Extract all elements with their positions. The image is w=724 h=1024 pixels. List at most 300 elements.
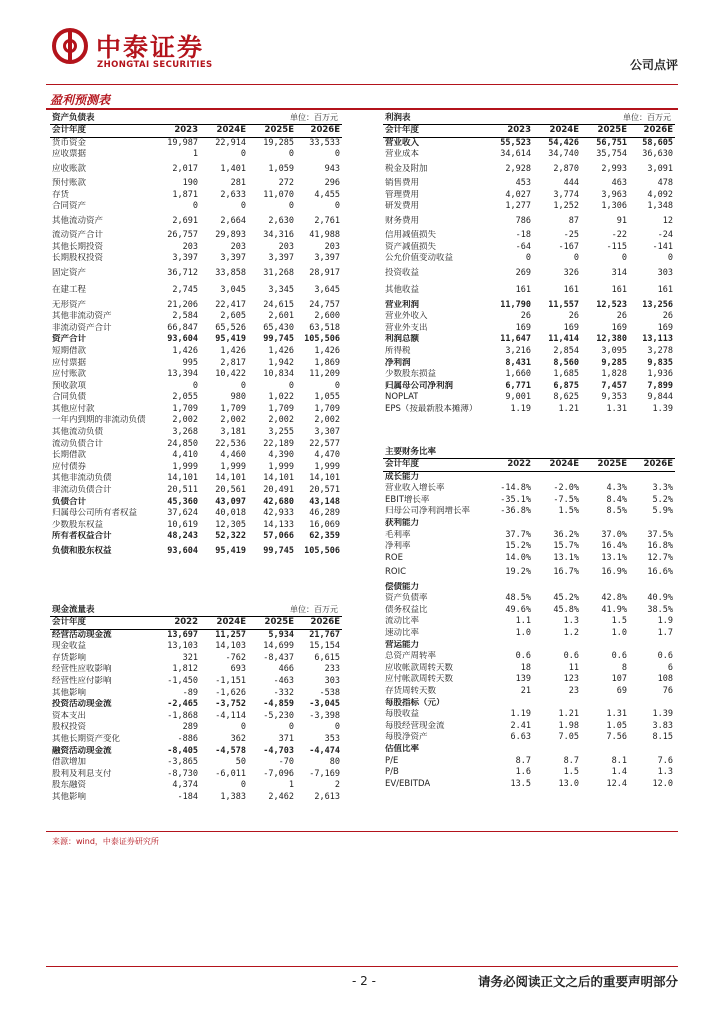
table-row bbox=[383, 506, 675, 518]
header-cell: 2026E bbox=[643, 125, 673, 135]
row-value: 161 bbox=[611, 285, 627, 296]
row-label: 归属母公司所有者权益 bbox=[52, 508, 138, 519]
row-value: -1,626 bbox=[215, 687, 246, 698]
table-row bbox=[383, 640, 675, 652]
row-value: 1.4 bbox=[611, 767, 627, 778]
row-value: 8.1 bbox=[611, 755, 627, 766]
row-value: 37.0% bbox=[601, 529, 627, 540]
table-row bbox=[50, 676, 342, 688]
row-label: 应收帐款周转天数 bbox=[385, 662, 454, 673]
row-label: 每股指标（元） bbox=[385, 697, 445, 708]
header-cell: 2025E bbox=[597, 125, 627, 135]
row-value: 0 bbox=[288, 722, 294, 733]
table-title: 主要财务比率 bbox=[385, 447, 437, 457]
row-value: -4,114 bbox=[215, 710, 246, 721]
row-label: 应付账款 bbox=[52, 369, 87, 380]
row-label: 非流动负债合计 bbox=[52, 485, 112, 496]
row-value: 11,557 bbox=[548, 299, 579, 310]
report-type: 公司点评 bbox=[629, 58, 678, 72]
row-label: 应付票据 bbox=[52, 357, 87, 368]
row-value: 2,584 bbox=[172, 311, 198, 322]
row-value: 1.31 bbox=[606, 403, 627, 414]
row-value: 23 bbox=[568, 685, 579, 696]
table-row bbox=[383, 253, 675, 265]
row-value: 11,070 bbox=[263, 189, 294, 200]
table-row bbox=[50, 497, 342, 509]
table-row bbox=[50, 358, 342, 370]
row-value: 26 bbox=[662, 311, 673, 322]
table-row bbox=[383, 483, 675, 495]
row-label: 其他应付款 bbox=[52, 403, 95, 414]
header-cell: 会计年度 bbox=[385, 125, 420, 135]
table-row bbox=[50, 265, 342, 282]
row-value: -6,011 bbox=[215, 768, 246, 779]
row-value: 43,097 bbox=[215, 496, 246, 507]
row-value: 296 bbox=[324, 178, 340, 189]
row-value: 303 bbox=[324, 675, 340, 686]
row-value: 36,630 bbox=[642, 149, 673, 160]
table-row bbox=[383, 213, 675, 230]
row-value: 3,091 bbox=[647, 163, 673, 174]
row-value: 3,216 bbox=[505, 345, 531, 356]
row-value: 91 bbox=[616, 215, 627, 226]
row-value: 16.4% bbox=[601, 541, 627, 552]
data-source: 来源：wind，中泰证券研究所 bbox=[52, 837, 159, 846]
row-value: 50 bbox=[235, 757, 246, 768]
row-value: -70 bbox=[278, 757, 294, 768]
table-row bbox=[50, 641, 342, 653]
row-value: 0 bbox=[288, 201, 294, 212]
row-value: -7,169 bbox=[309, 768, 340, 779]
row-value: 1.21 bbox=[558, 403, 579, 414]
row-value: 0 bbox=[240, 201, 246, 212]
row-value: 444 bbox=[563, 178, 579, 189]
row-value: 6 bbox=[667, 662, 673, 673]
row-label: 投资活动现金流 bbox=[52, 699, 112, 710]
table-row bbox=[50, 769, 342, 781]
row-value: 5.9% bbox=[652, 506, 673, 517]
table-row bbox=[383, 663, 675, 675]
row-value: -8,437 bbox=[263, 652, 294, 663]
cash-flow-table bbox=[50, 604, 342, 804]
row-label: 少数股东权益 bbox=[52, 519, 104, 530]
row-value: 1.3 bbox=[563, 616, 579, 627]
row-label: 其他长期投资 bbox=[52, 241, 104, 252]
row-value: -24 bbox=[657, 230, 673, 241]
row-value: 24,757 bbox=[309, 299, 340, 310]
row-value: 55,523 bbox=[500, 137, 531, 148]
row-value: 2 bbox=[334, 780, 340, 791]
row-value: 31,268 bbox=[263, 267, 294, 278]
row-label: EV/EBITDA bbox=[385, 778, 431, 789]
row-value: 45.2% bbox=[553, 593, 579, 604]
balance-sheet-table bbox=[50, 112, 342, 560]
row-value: 693 bbox=[230, 664, 246, 675]
table-row bbox=[383, 541, 675, 553]
row-label: 应付帐款周转天数 bbox=[385, 674, 454, 685]
table-row bbox=[383, 392, 675, 404]
row-label: 其他非流动资产 bbox=[52, 311, 112, 322]
row-value: 34,614 bbox=[500, 149, 531, 160]
row-value: 980 bbox=[230, 392, 246, 403]
row-value: 123 bbox=[563, 674, 579, 685]
row-value: 1,252 bbox=[553, 201, 579, 212]
row-value: 2,601 bbox=[268, 311, 294, 322]
row-value: 3,095 bbox=[601, 345, 627, 356]
row-value: 95,419 bbox=[215, 546, 246, 556]
row-value: 12.4 bbox=[606, 778, 627, 789]
row-value: -35.1% bbox=[500, 494, 531, 505]
row-value: 14,101 bbox=[215, 473, 246, 484]
row-value: 3,268 bbox=[172, 427, 198, 438]
row-value: 169 bbox=[515, 322, 531, 333]
table-row bbox=[50, 688, 342, 700]
row-value: 1,999 bbox=[314, 461, 340, 472]
table-row bbox=[50, 404, 342, 416]
table-row bbox=[50, 381, 342, 393]
row-value: 0 bbox=[240, 380, 246, 391]
row-label: 每股收益 bbox=[385, 709, 420, 720]
row-label: 股权投资 bbox=[52, 722, 87, 733]
row-value: 2,017 bbox=[172, 163, 198, 174]
row-value: 2,761 bbox=[314, 215, 340, 226]
row-value: 303 bbox=[657, 267, 673, 278]
row-value: 161 bbox=[657, 285, 673, 296]
row-value: 4.3% bbox=[606, 483, 627, 494]
row-value: 14,699 bbox=[263, 641, 294, 652]
row-value: 56,751 bbox=[596, 137, 627, 148]
header-cell: 2025E bbox=[597, 459, 627, 469]
row-label: P/B bbox=[385, 767, 399, 778]
row-value: 1,999 bbox=[268, 461, 294, 472]
row-value: 105,506 bbox=[304, 334, 340, 345]
row-value: -4,703 bbox=[263, 745, 294, 756]
table-row bbox=[383, 311, 675, 323]
row-value: 1,426 bbox=[172, 345, 198, 356]
row-label: 长期股权投资 bbox=[52, 253, 104, 264]
row-value: 63,518 bbox=[309, 322, 340, 333]
row-value: 10,619 bbox=[167, 519, 198, 530]
row-value: 1,871 bbox=[172, 189, 198, 200]
table-row bbox=[383, 472, 675, 484]
header-cell: 2022 bbox=[507, 459, 531, 469]
table-row bbox=[50, 311, 342, 323]
table-row bbox=[50, 178, 342, 190]
row-value: 8.7 bbox=[563, 755, 579, 766]
report-header bbox=[46, 22, 678, 84]
row-value: -89 bbox=[182, 687, 198, 698]
row-value: 22,914 bbox=[215, 137, 246, 148]
row-value: 5,934 bbox=[268, 629, 294, 640]
table-row bbox=[383, 767, 675, 779]
row-value: 20,561 bbox=[215, 485, 246, 496]
tables-bottom-divider bbox=[46, 831, 678, 832]
row-value: 1.2 bbox=[563, 628, 579, 639]
table-row bbox=[383, 732, 675, 744]
row-value: 2,462 bbox=[268, 791, 294, 802]
row-label: 每股经营现金流 bbox=[385, 720, 445, 731]
row-label: 无形资产 bbox=[52, 299, 87, 310]
row-label: 其他收益 bbox=[385, 285, 420, 296]
table-row bbox=[383, 628, 675, 640]
row-value: 95,419 bbox=[215, 334, 246, 345]
row-value: 87 bbox=[568, 215, 579, 226]
page-number: - 2 - bbox=[352, 974, 376, 988]
table-title-row bbox=[383, 446, 675, 458]
row-value: -1,868 bbox=[167, 710, 198, 721]
row-label: 存货影响 bbox=[52, 652, 87, 663]
row-value: 41,988 bbox=[309, 230, 340, 241]
row-label: 总资产周转率 bbox=[385, 651, 437, 662]
row-value: 24,850 bbox=[167, 438, 198, 449]
row-value: 1.5 bbox=[563, 767, 579, 778]
row-value: 1.6 bbox=[515, 767, 531, 778]
table-row bbox=[50, 746, 342, 758]
row-value: 8.7 bbox=[515, 755, 531, 766]
row-value: 0 bbox=[525, 253, 531, 264]
row-value: 14,101 bbox=[309, 473, 340, 484]
header-cell: 2023 bbox=[174, 125, 198, 135]
table-row bbox=[383, 230, 675, 242]
row-value: -886 bbox=[177, 733, 198, 744]
row-value: 0 bbox=[334, 201, 340, 212]
row-label: 其他影响 bbox=[52, 687, 87, 698]
row-value: 9,353 bbox=[601, 392, 627, 403]
row-value: 2,002 bbox=[314, 415, 340, 426]
row-value: 281 bbox=[230, 178, 246, 189]
table-title: 资产负债表 bbox=[52, 113, 95, 123]
row-label: NOPLAT bbox=[385, 392, 419, 403]
row-value: 12,523 bbox=[596, 299, 627, 310]
row-value: 13,113 bbox=[642, 334, 673, 345]
row-value: 0 bbox=[192, 380, 198, 391]
row-label: 所有者权益合计 bbox=[52, 531, 112, 542]
table-header-row bbox=[383, 458, 675, 472]
row-label: 融资活动现金流 bbox=[52, 745, 112, 756]
row-label: 营业外收入 bbox=[385, 311, 428, 322]
row-value: 2.41 bbox=[510, 720, 531, 731]
row-value: 20,491 bbox=[263, 485, 294, 496]
row-value: 48,243 bbox=[167, 531, 198, 542]
row-label: 一年内到期的非流动负债 bbox=[52, 415, 146, 426]
row-label: 借款增加 bbox=[52, 757, 87, 768]
row-value: 6,875 bbox=[553, 380, 579, 391]
table-row bbox=[383, 779, 675, 791]
row-value: 1.9 bbox=[657, 616, 673, 627]
row-value: 22,577 bbox=[309, 438, 340, 449]
row-value: 0 bbox=[334, 380, 340, 391]
row-value: 15.7% bbox=[553, 541, 579, 552]
table-row bbox=[383, 161, 675, 178]
header-cell: 会计年度 bbox=[52, 617, 87, 627]
header-cell: 2024E bbox=[216, 617, 246, 627]
row-value: 1.1 bbox=[515, 616, 531, 627]
row-value: 33,858 bbox=[215, 267, 246, 278]
row-value: 7.05 bbox=[558, 732, 579, 743]
row-label: 股利及利息支付 bbox=[52, 768, 112, 779]
row-value: 1,999 bbox=[172, 461, 198, 472]
header-cell: 2025E bbox=[264, 617, 294, 627]
row-value: 10,422 bbox=[215, 369, 246, 380]
row-value: 1,277 bbox=[505, 201, 531, 212]
table-row bbox=[383, 242, 675, 254]
row-value: 4,460 bbox=[220, 450, 246, 461]
row-label: 营运能力 bbox=[385, 639, 420, 650]
row-label: 偿债能力 bbox=[385, 581, 420, 592]
footer-divider bbox=[46, 966, 678, 967]
row-value: 13,697 bbox=[167, 629, 198, 640]
row-value: 11,790 bbox=[500, 299, 531, 310]
row-label: 流动资产合计 bbox=[52, 230, 104, 241]
row-value: 0 bbox=[573, 253, 579, 264]
row-value: 3,397 bbox=[268, 253, 294, 264]
table-row bbox=[383, 346, 675, 358]
row-value: 203 bbox=[230, 241, 246, 252]
table-row bbox=[383, 369, 675, 381]
row-value: 13,256 bbox=[642, 299, 673, 310]
table-row bbox=[383, 616, 675, 628]
row-value: 40,018 bbox=[215, 508, 246, 519]
row-value: 21 bbox=[520, 685, 531, 696]
row-value: 1.39 bbox=[652, 709, 673, 720]
row-label: 固定资产 bbox=[52, 267, 87, 278]
row-value: 34,740 bbox=[548, 149, 579, 160]
row-value: 42,680 bbox=[263, 496, 294, 507]
table-row bbox=[50, 473, 342, 485]
row-label: 长期借款 bbox=[52, 450, 87, 461]
header-cell: 2026E bbox=[310, 617, 340, 627]
row-label: 经营性应付影响 bbox=[52, 675, 112, 686]
row-value: -167 bbox=[558, 241, 579, 252]
row-value: 1,999 bbox=[220, 461, 246, 472]
table-row bbox=[50, 734, 342, 746]
row-value: 22,189 bbox=[263, 438, 294, 449]
table-row bbox=[383, 495, 675, 507]
row-value: 3,255 bbox=[268, 427, 294, 438]
row-value: 1,685 bbox=[553, 369, 579, 380]
row-label: 其他流动负债 bbox=[52, 427, 104, 438]
row-value: -14.8% bbox=[500, 483, 531, 494]
row-label: 债务权益比 bbox=[385, 604, 428, 615]
row-value: 3,645 bbox=[314, 285, 340, 296]
row-value: 8,431 bbox=[505, 357, 531, 368]
row-label: 股东融资 bbox=[52, 780, 87, 791]
row-value: 105,506 bbox=[304, 546, 340, 556]
company-name-cn: 中泰证券 bbox=[96, 33, 205, 62]
row-value: 1 bbox=[192, 149, 198, 160]
row-value: -18 bbox=[515, 230, 531, 241]
row-value: 14,101 bbox=[167, 473, 198, 484]
table-row bbox=[50, 780, 342, 792]
row-value: 371 bbox=[278, 733, 294, 744]
row-value: 52,322 bbox=[215, 531, 246, 542]
row-label: 流动比率 bbox=[385, 616, 420, 627]
row-value: 272 bbox=[278, 178, 294, 189]
row-value: 0.6 bbox=[611, 651, 627, 662]
table-row bbox=[50, 230, 342, 242]
row-value: 35,754 bbox=[596, 149, 627, 160]
row-value: 4,390 bbox=[268, 450, 294, 461]
row-value: 58,605 bbox=[642, 137, 673, 148]
row-value: -538 bbox=[319, 687, 340, 698]
table-row bbox=[50, 439, 342, 451]
row-value: 1,055 bbox=[314, 392, 340, 403]
table-row bbox=[50, 508, 342, 520]
row-value: 38.5% bbox=[647, 604, 673, 615]
row-label: 每股净资产 bbox=[385, 732, 428, 743]
row-value: 45.8% bbox=[553, 604, 579, 615]
row-value: -8,730 bbox=[167, 768, 198, 779]
row-label: 应付债券 bbox=[52, 461, 87, 472]
table-row bbox=[50, 253, 342, 265]
row-value: 4,374 bbox=[172, 780, 198, 791]
row-value: 321 bbox=[182, 652, 198, 663]
table-row bbox=[50, 138, 342, 150]
table-row bbox=[383, 265, 675, 282]
row-value: 21,206 bbox=[167, 299, 198, 310]
row-value: 2,928 bbox=[505, 163, 531, 174]
row-label: 资产合计 bbox=[52, 334, 87, 345]
table-row bbox=[383, 381, 675, 393]
row-value: -7.5% bbox=[553, 494, 579, 505]
row-value: 1,348 bbox=[647, 201, 673, 212]
row-label: 非流动资产合计 bbox=[52, 322, 112, 333]
row-label: 负债合计 bbox=[52, 496, 87, 507]
row-value: 2,002 bbox=[220, 415, 246, 426]
table-row bbox=[50, 213, 342, 230]
row-value: 80 bbox=[329, 757, 340, 768]
table-row bbox=[50, 711, 342, 723]
row-label: 研发费用 bbox=[385, 201, 420, 212]
row-value: 478 bbox=[657, 178, 673, 189]
financial-ratios-table bbox=[383, 446, 675, 790]
row-value: -4,859 bbox=[263, 699, 294, 710]
row-value: 13.0 bbox=[558, 778, 579, 789]
row-value: 2,002 bbox=[268, 415, 294, 426]
row-value: 2,055 bbox=[172, 392, 198, 403]
row-label: 存货 bbox=[52, 189, 70, 200]
row-value: 24,615 bbox=[263, 299, 294, 310]
row-value: 1.21 bbox=[558, 709, 579, 720]
table-row bbox=[383, 553, 675, 565]
table-row bbox=[50, 346, 342, 358]
row-value: 16.8% bbox=[647, 541, 673, 552]
row-value: -463 bbox=[273, 675, 294, 686]
row-value: 1.0 bbox=[515, 628, 531, 639]
row-label: 预收款项 bbox=[52, 380, 87, 391]
row-label: 销售费用 bbox=[385, 178, 420, 189]
row-label: 合同资产 bbox=[52, 201, 87, 212]
row-value: 3.3% bbox=[652, 483, 673, 494]
row-value: 1,709 bbox=[268, 403, 294, 414]
row-value: 1,022 bbox=[268, 392, 294, 403]
row-value: 107 bbox=[611, 674, 627, 685]
row-value: 20,571 bbox=[309, 485, 340, 496]
income-statement-table bbox=[383, 112, 675, 415]
row-value: 21,767 bbox=[309, 629, 340, 640]
row-value: 3,963 bbox=[601, 189, 627, 200]
row-value: 2,870 bbox=[553, 163, 579, 174]
row-value: 3,345 bbox=[268, 285, 294, 296]
header-divider bbox=[46, 84, 678, 85]
row-label: 营业利润 bbox=[385, 299, 420, 310]
row-label: 在建工程 bbox=[52, 285, 87, 296]
row-value: 3,045 bbox=[220, 285, 246, 296]
row-label: 归属母公司净利润 bbox=[385, 380, 454, 391]
row-label: 税金及附加 bbox=[385, 163, 428, 174]
row-value: 15,154 bbox=[309, 641, 340, 652]
row-value: 1.31 bbox=[606, 709, 627, 720]
